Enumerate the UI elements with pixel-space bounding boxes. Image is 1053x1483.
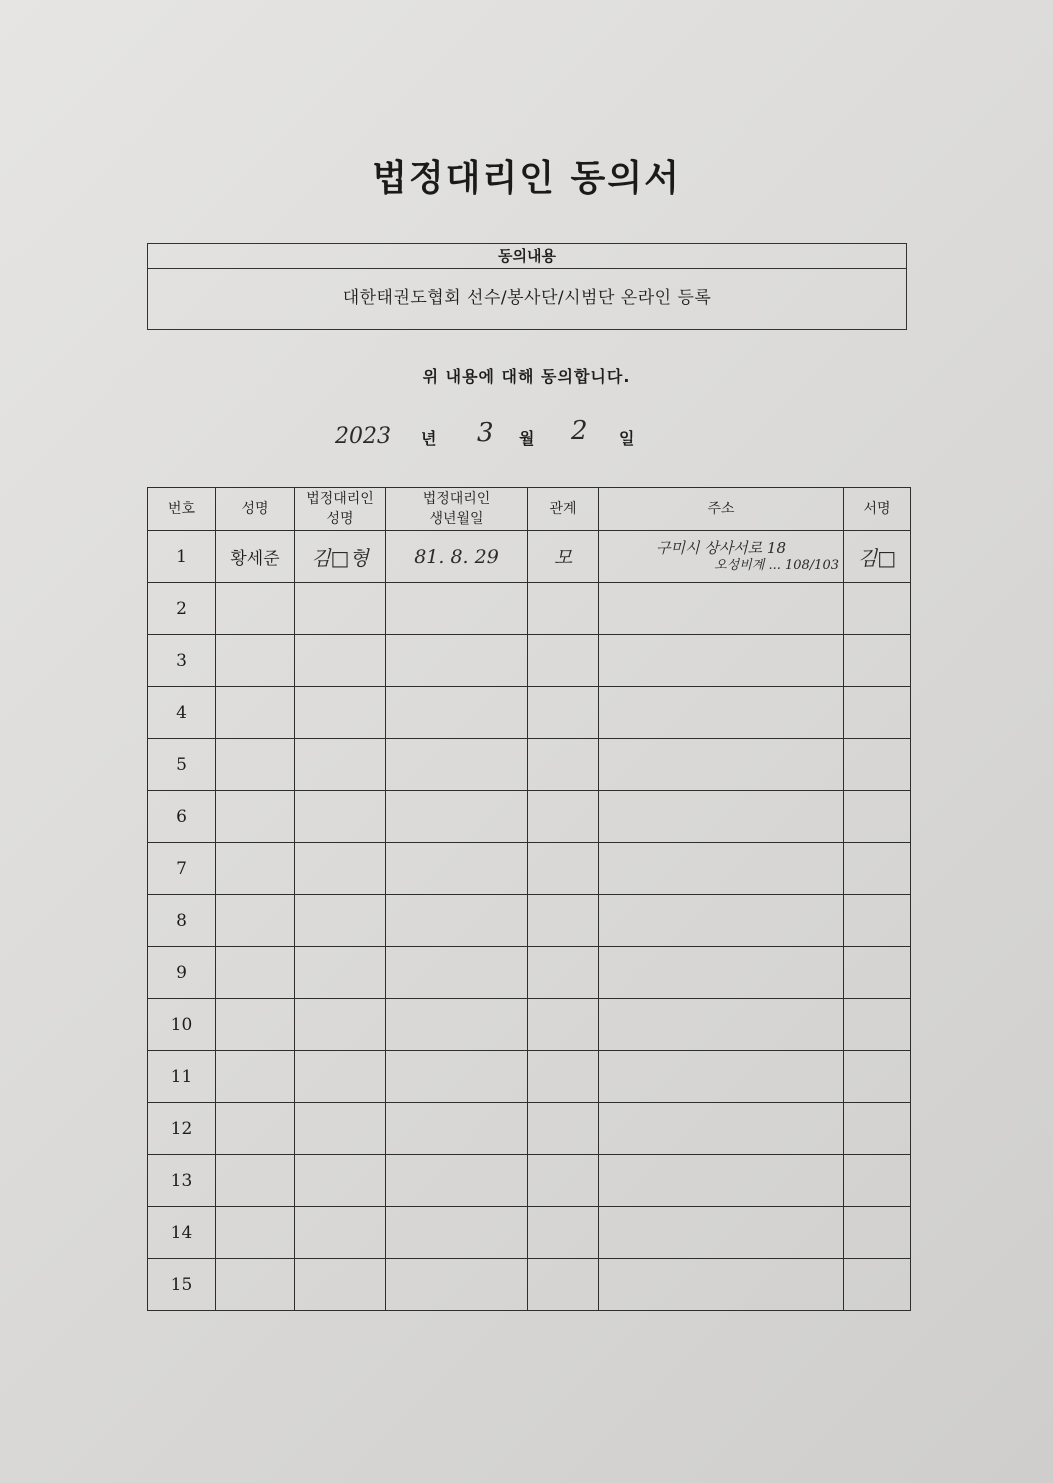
header-name xyxy=(216,488,295,531)
header-number xyxy=(148,488,216,531)
address-cell xyxy=(599,1207,844,1259)
table-row xyxy=(148,999,911,1051)
address-cell xyxy=(599,947,844,999)
signature-cell xyxy=(844,531,911,583)
relation-cell xyxy=(528,1051,599,1103)
relation-cell xyxy=(528,583,599,635)
header-address xyxy=(599,488,844,531)
address-line1-handwritten: 구미시 상사서로 18 xyxy=(655,538,787,557)
signature-cell xyxy=(844,687,911,739)
address-cell xyxy=(599,1155,844,1207)
guardian-birth-cell xyxy=(386,687,528,739)
student-name-cell xyxy=(216,895,295,947)
signature-cell xyxy=(844,583,911,635)
guardian-birth-cell xyxy=(386,843,528,895)
address-cell xyxy=(599,583,844,635)
header-signature-line1: 서명 xyxy=(863,501,891,517)
relation-cell xyxy=(528,1259,599,1311)
guardian-name-cell xyxy=(295,1103,386,1155)
date-year-handwritten: 2023 xyxy=(335,424,391,449)
guardian-name-cell xyxy=(295,1207,386,1259)
relation-cell xyxy=(528,999,599,1051)
address-cell xyxy=(599,739,844,791)
table-row xyxy=(148,1103,911,1155)
header-guardian-name-line1: 법정대리인 xyxy=(306,491,374,507)
guardian-name-cell xyxy=(295,791,386,843)
guardian-birth-cell xyxy=(386,895,528,947)
student-name-cell xyxy=(216,739,295,791)
student-name-cell xyxy=(216,1103,295,1155)
signature-cell xyxy=(844,895,911,947)
guardian-birth-cell xyxy=(386,999,528,1051)
consent-box xyxy=(147,243,907,330)
student-name-cell xyxy=(216,583,295,635)
table-row xyxy=(148,1051,911,1103)
relation-cell xyxy=(528,895,599,947)
address-cell xyxy=(599,1051,844,1103)
row-number-cell: 14 xyxy=(148,1207,216,1259)
date-month-label: 월 xyxy=(519,429,535,448)
table-row xyxy=(148,635,911,687)
relation-cell xyxy=(528,1103,599,1155)
relation-cell xyxy=(528,739,599,791)
address-cell xyxy=(599,791,844,843)
row-number-cell: 9 xyxy=(148,947,216,999)
student-name-cell xyxy=(216,843,295,895)
header-relation-line1: 관계 xyxy=(549,501,577,517)
row-number-cell: 4 xyxy=(148,687,216,739)
guardian-name-cell xyxy=(295,1051,386,1103)
table-header-row xyxy=(148,488,911,531)
address-cell xyxy=(599,531,844,583)
table-row xyxy=(148,1259,911,1311)
row-number-cell: 11 xyxy=(148,1051,216,1103)
student-name-cell xyxy=(216,947,295,999)
address-cell xyxy=(599,635,844,687)
row-number-cell: 1 xyxy=(148,531,216,583)
relation-cell xyxy=(528,1155,599,1207)
signature-cell xyxy=(844,843,911,895)
guardian-birth-cell xyxy=(386,947,528,999)
guardian-birth-handwritten: 81. 8. 29 xyxy=(414,545,499,568)
guardian-name-cell xyxy=(295,739,386,791)
guardian-name-cell xyxy=(295,843,386,895)
guardian-birth-cell xyxy=(386,635,528,687)
guardian-name-cell xyxy=(295,999,386,1051)
header-number-line1: 번호 xyxy=(167,501,196,517)
guardian-name-cell xyxy=(295,947,386,999)
signature-cell xyxy=(844,1259,911,1311)
student-name-cell xyxy=(216,635,295,687)
row-number-cell: 3 xyxy=(148,635,216,687)
date-day-label: 일 xyxy=(619,429,635,448)
table-row xyxy=(148,531,911,583)
row-number-cell: 10 xyxy=(148,999,216,1051)
signature-cell xyxy=(844,1207,911,1259)
table-body xyxy=(148,531,911,1311)
row-number-cell: 5 xyxy=(148,739,216,791)
relation-cell xyxy=(528,687,599,739)
header-guardian-birth xyxy=(386,488,528,531)
consent-header: 동의내용 xyxy=(148,244,906,269)
student-name-cell xyxy=(216,1155,295,1207)
table-row xyxy=(148,687,911,739)
signature-cell xyxy=(844,635,911,687)
relation-cell xyxy=(528,791,599,843)
guardian-table xyxy=(147,487,911,1311)
student-name-cell: 황세준 xyxy=(216,531,295,583)
guardian-name-cell xyxy=(295,895,386,947)
guardian-name-cell xyxy=(295,531,386,583)
guardian-birth-cell xyxy=(386,1103,528,1155)
relation-cell xyxy=(528,531,599,583)
header-relation xyxy=(528,488,599,531)
guardian-birth-cell xyxy=(386,583,528,635)
guardian-name-handwritten: 김□형 xyxy=(311,546,369,570)
table-row xyxy=(148,895,911,947)
header-address-line1: 주소 xyxy=(707,501,735,517)
guardian-birth-cell xyxy=(386,1207,528,1259)
relation-cell xyxy=(528,1207,599,1259)
table-row xyxy=(148,739,911,791)
guardian-name-cell xyxy=(295,1259,386,1311)
student-name-cell xyxy=(216,687,295,739)
date-line xyxy=(335,418,655,454)
row-number-cell: 6 xyxy=(148,791,216,843)
row-number-cell: 8 xyxy=(148,895,216,947)
guardian-birth-cell xyxy=(386,739,528,791)
address-cell xyxy=(599,895,844,947)
student-name-cell xyxy=(216,1051,295,1103)
agree-statement: 위 내용에 대해 동의합니다. xyxy=(422,367,631,386)
relation-handwritten: 모 xyxy=(553,547,573,569)
signature-cell xyxy=(844,791,911,843)
signature-cell xyxy=(844,1155,911,1207)
table-row xyxy=(148,947,911,999)
student-name-cell xyxy=(216,791,295,843)
table-row xyxy=(148,1155,911,1207)
date-month-handwritten: 3 xyxy=(477,418,494,448)
address-cell xyxy=(599,999,844,1051)
student-name-cell xyxy=(216,999,295,1051)
header-guardian-birth-line2: 생년월일 xyxy=(429,511,484,527)
header-signature xyxy=(844,488,911,531)
document-title: 법정대리인 동의서 xyxy=(372,158,681,199)
row-number-cell: 13 xyxy=(148,1155,216,1207)
row-number-cell: 15 xyxy=(148,1259,216,1311)
date-year-label: 년 xyxy=(421,429,437,448)
date-day-handwritten: 2 xyxy=(571,416,588,446)
row-number-cell: 12 xyxy=(148,1103,216,1155)
student-name-cell xyxy=(216,1259,295,1311)
address-cell xyxy=(599,843,844,895)
guardian-birth-cell xyxy=(386,1155,528,1207)
signature-cell xyxy=(844,947,911,999)
student-name-cell xyxy=(216,1207,295,1259)
header-name-line1: 성명 xyxy=(241,501,269,517)
guardian-birth-cell xyxy=(386,791,528,843)
guardian-name-cell xyxy=(295,635,386,687)
signature-cell xyxy=(844,1051,911,1103)
signature-cell xyxy=(844,739,911,791)
guardian-birth-cell xyxy=(386,1051,528,1103)
signature-cell xyxy=(844,1103,911,1155)
table-row xyxy=(148,843,911,895)
table-row xyxy=(148,1207,911,1259)
address-cell xyxy=(599,1259,844,1311)
table-row xyxy=(148,791,911,843)
guardian-name-cell xyxy=(295,583,386,635)
signature-cell xyxy=(844,999,911,1051)
relation-cell xyxy=(528,843,599,895)
row-number-cell: 7 xyxy=(148,843,216,895)
consent-body: 대한태권도협회 선수/봉사단/시범단 온라인 등록 xyxy=(342,288,712,308)
header-guardian-birth-line1: 법정대리인 xyxy=(422,491,491,507)
table-row xyxy=(148,583,911,635)
guardian-name-cell xyxy=(295,1155,386,1207)
address-line2-handwritten: 오성비계 ... 108/103 xyxy=(714,557,839,573)
signature-handwritten: 김□ xyxy=(857,546,897,570)
guardian-birth-cell xyxy=(386,1259,528,1311)
relation-cell xyxy=(528,947,599,999)
relation-cell xyxy=(528,635,599,687)
header-guardian-name-line2: 성명 xyxy=(326,511,354,527)
address-cell xyxy=(599,1103,844,1155)
guardian-birth-cell xyxy=(386,531,528,583)
address-cell xyxy=(599,687,844,739)
guardian-name-cell xyxy=(295,687,386,739)
header-guardian-name xyxy=(295,488,386,531)
row-number-cell: 2 xyxy=(148,583,216,635)
